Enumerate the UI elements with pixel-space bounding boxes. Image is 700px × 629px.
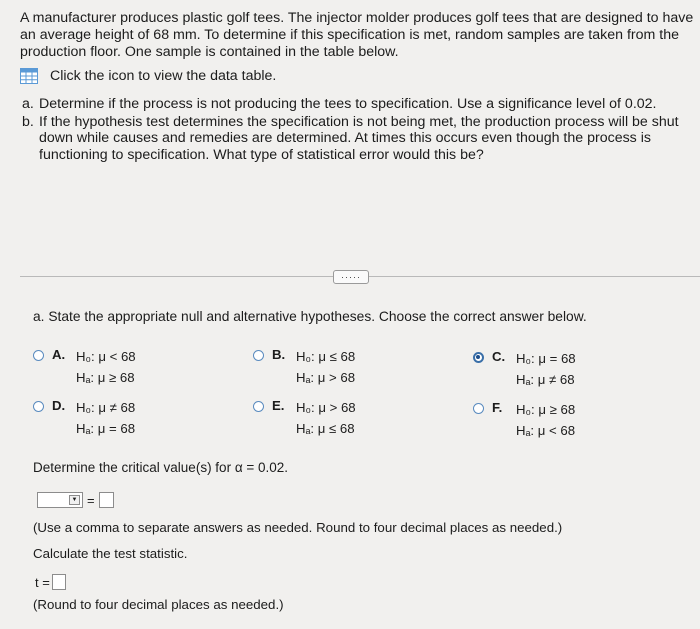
alternative-hypothesis: Hₐ: μ ≥ 68 bbox=[76, 370, 135, 385]
option-letter: C. bbox=[492, 349, 506, 364]
radio-button[interactable] bbox=[253, 401, 264, 412]
table-grid-icon[interactable] bbox=[20, 68, 38, 84]
radio-button[interactable] bbox=[473, 403, 484, 414]
alternative-hypothesis: Hₐ: μ < 68 bbox=[516, 423, 576, 438]
problem-statement bbox=[20, 10, 700, 61]
option-letter: A. bbox=[52, 347, 66, 362]
option-letter: E. bbox=[272, 398, 285, 413]
question-label: b. bbox=[22, 113, 34, 130]
expand-more-button[interactable]: ····· bbox=[333, 270, 369, 284]
option-d[interactable] bbox=[33, 398, 135, 439]
test-statistic-prefix: t = bbox=[35, 574, 50, 590]
option-letter: D. bbox=[52, 398, 66, 413]
option-e[interactable] bbox=[253, 398, 356, 439]
radio-button[interactable] bbox=[33, 350, 44, 361]
null-hypothesis: H₀: μ ≤ 68 bbox=[296, 349, 356, 364]
question-label: a. bbox=[22, 96, 34, 112]
critical-value-label: Determine the critical value(s) for α = 0.02. bbox=[33, 460, 289, 475]
radio-button[interactable] bbox=[33, 401, 44, 412]
problem-line-1: A manufacturer produces plastic golf tees. The injector molder produces golf tees that are designed to have bbox=[20, 10, 694, 26]
question-b bbox=[22, 114, 682, 164]
dropdown-arrow-icon[interactable]: ▼ bbox=[69, 495, 80, 505]
question-text: If the hypothesis test determines the specification is not being met, the production process will be shut down while causes and remedies are determined. At times this occurs even though the process is functioning to specification. What type of statistical error would this be? bbox=[39, 113, 679, 163]
data-table-link[interactable] bbox=[20, 68, 276, 84]
alternative-hypothesis: Hₐ: μ ≠ 68 bbox=[516, 372, 575, 387]
null-hypothesis: H₀: μ ≠ 68 bbox=[76, 400, 136, 415]
alternative-hypothesis: Hₐ: μ > 68 bbox=[296, 370, 356, 385]
critical-value-hint: (Use a comma to separate answers as needed. Round to four decimal places as needed.) bbox=[33, 520, 563, 535]
critical-value-row bbox=[37, 492, 114, 508]
option-b[interactable] bbox=[253, 347, 355, 388]
critical-dropdown[interactable] bbox=[37, 492, 83, 508]
null-hypothesis: H₀: μ = 68 bbox=[516, 351, 576, 366]
question-a bbox=[22, 96, 682, 113]
question-text: Determine if the process is not producing the tees to specification. Use a significance level of 0.02. bbox=[39, 96, 657, 112]
question-list bbox=[22, 96, 682, 164]
null-hypothesis: H₀: μ ≥ 68 bbox=[516, 402, 576, 417]
radio-button-selected[interactable] bbox=[473, 352, 484, 363]
test-statistic-hint: (Round to four decimal places as needed.) bbox=[33, 597, 284, 612]
option-f[interactable] bbox=[473, 400, 575, 441]
critical-value-input[interactable] bbox=[99, 492, 114, 508]
radio-button[interactable] bbox=[253, 350, 264, 361]
option-letter: B. bbox=[272, 347, 286, 362]
data-table-link-label[interactable]: Click the icon to view the data table. bbox=[50, 68, 277, 84]
null-hypothesis: H₀: μ < 68 bbox=[76, 349, 136, 364]
alternative-hypothesis: Hₐ: μ = 68 bbox=[76, 421, 136, 436]
option-a[interactable] bbox=[33, 347, 136, 388]
test-statistic-label: Calculate the test statistic. bbox=[33, 546, 188, 561]
part-a-prompt: a. State the appropriate null and alternative hypotheses. Choose the correct answer below. bbox=[33, 309, 587, 324]
problem-line-2: an average height of 68 mm. To determine if this specification is met, random samples are taken from the bbox=[20, 27, 679, 43]
null-hypothesis: H₀: μ > 68 bbox=[296, 400, 356, 415]
option-c[interactable] bbox=[473, 349, 576, 390]
problem-line-3: production floor. One sample is contained in the table below. bbox=[20, 44, 399, 60]
alternative-hypothesis: Hₐ: μ ≤ 68 bbox=[296, 421, 355, 436]
test-statistic-row bbox=[35, 574, 66, 590]
option-letter: F. bbox=[492, 400, 503, 415]
test-statistic-input[interactable] bbox=[52, 574, 66, 590]
equals-sign: = bbox=[87, 492, 95, 508]
